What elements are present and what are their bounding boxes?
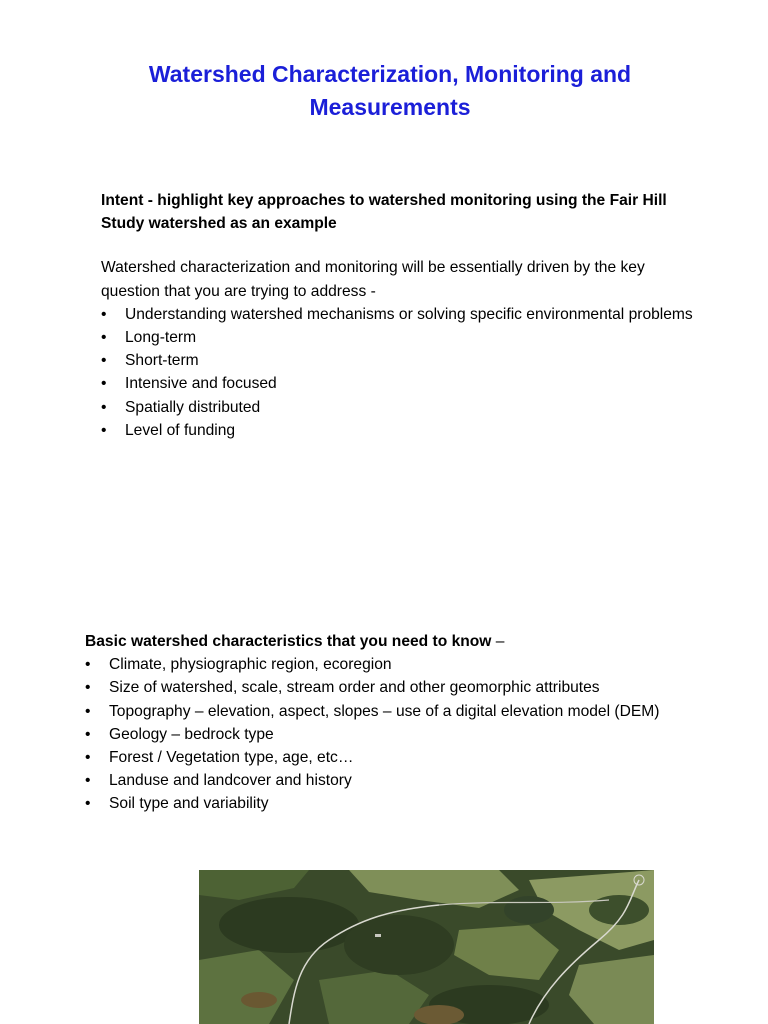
list-item: • Level of funding <box>101 419 701 442</box>
page-title: Watershed Characterization, Monitoring and Measurements <box>148 61 632 120</box>
list-item: • Soil type and variability <box>85 792 685 815</box>
characteristics-list <box>85 653 685 815</box>
bullet-icon: • <box>85 795 91 813</box>
bullet-icon: • <box>101 305 107 323</box>
list-item: • Topography – elevation, aspect, slopes – use of a digital elevation model (DEM) <box>85 700 685 723</box>
bullet-icon: • <box>101 375 107 393</box>
list-item: • Climate, physiographic region, ecoregion <box>85 653 685 676</box>
spacer <box>101 235 701 256</box>
list-item: • Long-term <box>101 326 701 349</box>
question-list <box>101 303 701 442</box>
list-item: • Forest / Vegetation type, age, etc… <box>85 746 685 769</box>
list-item: • Geology – bedrock type <box>85 723 685 746</box>
bullet-icon: • <box>85 725 91 743</box>
aerial-photo-icon <box>199 870 654 1024</box>
list-item: • Short-term <box>101 349 701 372</box>
bullet-icon: • <box>85 702 91 720</box>
list-item: • Spatially distributed <box>101 396 701 419</box>
bullet-icon: • <box>85 679 91 697</box>
basics-section <box>85 630 685 816</box>
bullet-icon: • <box>101 398 107 416</box>
bullet-icon: • <box>85 749 91 767</box>
intro-section <box>101 189 701 442</box>
list-item: • Intensive and focused <box>101 372 701 395</box>
bullet-icon: • <box>85 772 91 790</box>
bullet-icon: • <box>101 329 107 347</box>
bullet-icon: • <box>101 421 107 439</box>
intro-paragraph: Watershed characterization and monitoring will be essentially driven by the key question that you are trying to address - <box>101 259 645 300</box>
basics-heading: Basic watershed characteristics that you need to know – <box>85 633 505 650</box>
list-item: • Landuse and landcover and history <box>85 769 685 792</box>
bullet-icon: • <box>85 656 91 674</box>
list-item: • Understanding watershed mechanisms or solving specific environmental problems <box>101 303 701 326</box>
intent-statement: Intent - highlight key approaches to watershed monitoring using the Fair Hill Study watershed as an example <box>101 192 667 233</box>
bullet-icon: • <box>101 352 107 370</box>
list-item: • Size of watershed, scale, stream order and other geomorphic attributes <box>85 676 685 699</box>
